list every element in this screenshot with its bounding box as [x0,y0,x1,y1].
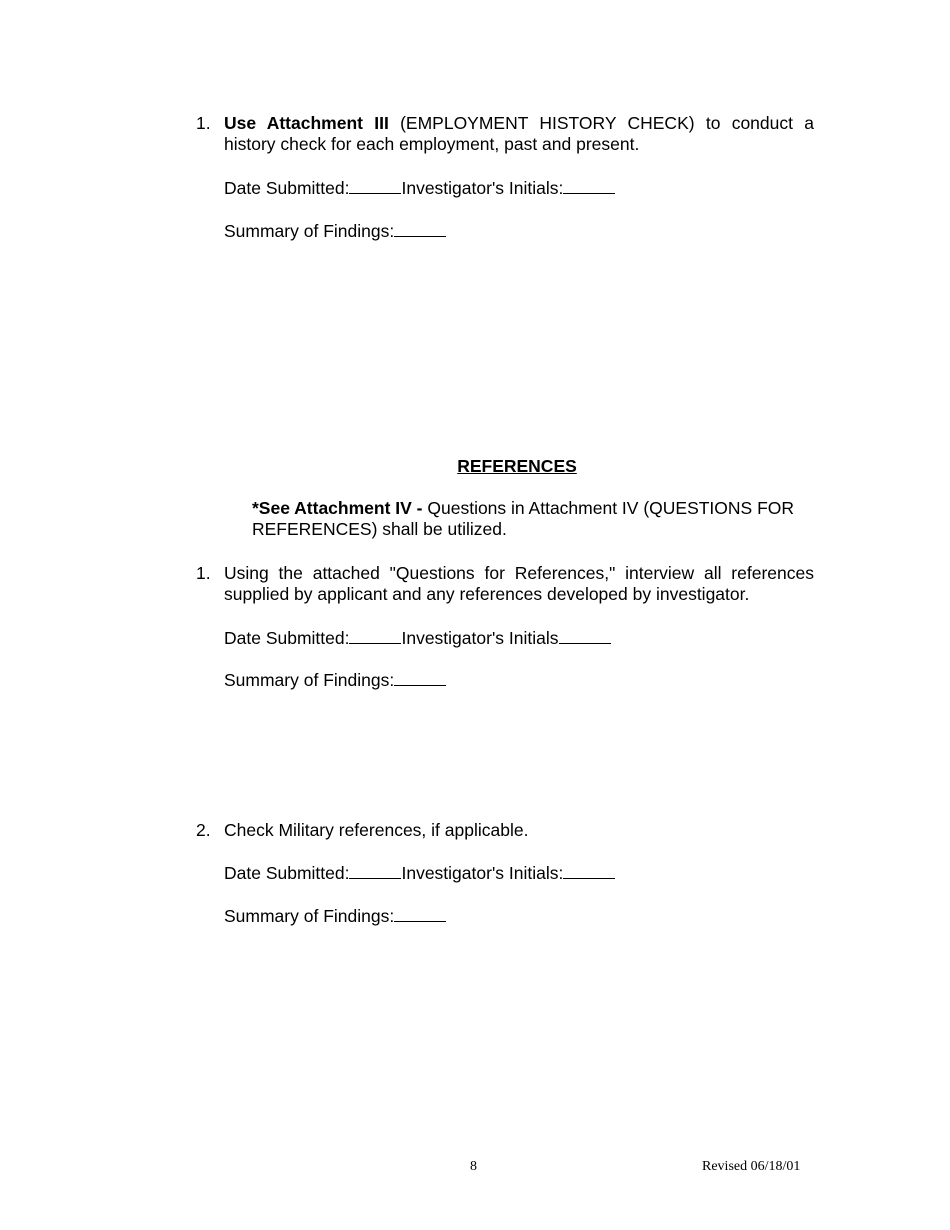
investigator-initials-blank[interactable] [563,177,615,194]
investigator-initials-blank[interactable] [559,627,611,644]
summary-of-findings-label: Summary of Findings: [224,670,395,690]
item-number: 2. [196,820,211,840]
date-initials-line [224,627,611,649]
page-number: 8 [470,1159,477,1174]
see-attachment-text: Questions in Attachment IV (QUESTIONS FOR REFERENCES) shall be utilized. [252,498,795,539]
investigator-initials-label: Investigator's Initials: [401,863,564,883]
summary-of-findings-blank[interactable] [394,905,446,922]
summary-line [224,669,446,691]
item-number: 1. [196,113,211,133]
military-references-item: Check Military references, if applicable. [224,820,529,840]
summary-of-findings-label: Summary of Findings: [224,221,395,241]
summary-of-findings-blank[interactable] [394,669,446,686]
summary-line [224,220,446,242]
revised-date: Revised 06/18/01 [702,1159,801,1174]
date-submitted-blank[interactable] [349,862,401,879]
see-attachment-bold: *See Attachment IV - [252,498,428,518]
date-submitted-label: Date Submitted: [224,863,350,883]
date-submitted-blank[interactable] [349,177,401,194]
investigator-initials-label: Investigator's Initials: [401,178,564,198]
summary-of-findings-blank[interactable] [394,220,446,237]
investigator-initials-label: Investigator's Initials [401,628,559,648]
date-submitted-label: Date Submitted: [224,178,350,198]
investigator-initials-blank[interactable] [563,862,615,879]
date-submitted-blank[interactable] [349,627,401,644]
employment-history-item [224,113,814,155]
summary-of-findings-label: Summary of Findings: [224,906,395,926]
attachment-iii-label: Use Attachment III [224,113,389,133]
summary-line [224,905,446,927]
date-initials-line [224,177,615,199]
references-heading: REFERENCES [457,456,577,476]
item-number: 1. [196,563,211,583]
date-submitted-label: Date Submitted: [224,628,350,648]
date-initials-line [224,862,615,884]
references-interview-item: Using the attached "Questions for References," interview all references supplied by applicant and any references developed by investigator. [224,563,814,604]
employment-history-text: (EMPLOYMENT HISTORY CHECK) to conduct a history check for each employment, past and present. [224,113,814,154]
see-attachment-note [252,498,812,540]
